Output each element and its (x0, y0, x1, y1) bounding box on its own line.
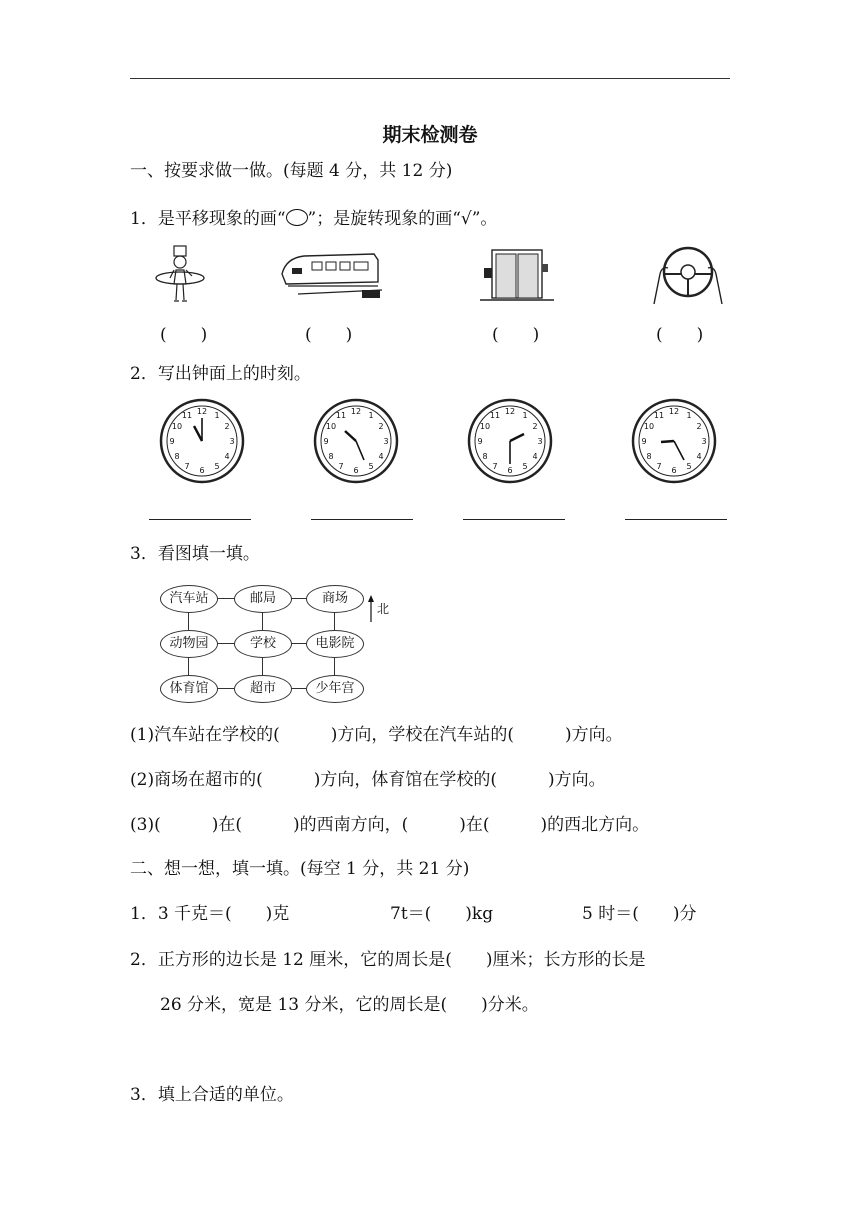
map-node: 超市 (234, 675, 292, 703)
svg-text:8: 8 (482, 452, 488, 461)
clock-face-icon (312, 398, 400, 484)
svg-text:12: 12 (196, 407, 208, 416)
svg-text:3: 3 (229, 437, 235, 446)
s2-q1-part-2: 7t＝( )kg (390, 904, 494, 924)
q2-instruction: 2．写出钟面上的时刻。 (130, 364, 311, 384)
section2-heading: 二、想一想，填一填。(每空 1 分，共 21 分) (130, 859, 470, 879)
map-node: 商场 (306, 585, 364, 613)
svg-text:12: 12 (504, 407, 516, 416)
svg-text:7: 7 (184, 462, 190, 471)
svg-text:12: 12 (668, 407, 680, 416)
svg-text:11: 11 (653, 411, 665, 420)
svg-text:10: 10 (325, 422, 337, 431)
svg-text:7: 7 (656, 462, 662, 471)
svg-text:4: 4 (532, 452, 538, 461)
q3-line-3: (3)( )在( )的西南方向，( )在( )的西北方向。 (130, 815, 650, 835)
svg-text:6: 6 (671, 466, 677, 475)
q3-line-1: (1)汽车站在学校的( )方向，学校在汽车站的( )方向。 (130, 725, 623, 745)
svg-text:4: 4 (696, 452, 702, 461)
svg-text:5: 5 (214, 462, 220, 471)
s2-q3: 3．填上合适的单位。 (130, 1085, 294, 1105)
map-node: 邮局 (234, 585, 292, 613)
page-title: 期末检测卷 (382, 124, 478, 146)
q1-blank-1[interactable]: ( ) (160, 325, 208, 345)
map-node: 动物园 (160, 630, 218, 658)
q1-blank-3[interactable]: ( ) (492, 325, 540, 345)
svg-text:11: 11 (181, 411, 193, 420)
map-node: 少年宫 (306, 675, 364, 703)
svg-text:5: 5 (368, 462, 374, 471)
svg-text:2: 2 (696, 422, 702, 431)
circle-mark-icon (286, 209, 308, 226)
svg-text:3: 3 (701, 437, 707, 446)
svg-text:5: 5 (686, 462, 692, 471)
svg-text:7: 7 (338, 462, 344, 471)
svg-text:3: 3 (383, 437, 389, 446)
svg-text:11: 11 (335, 411, 347, 420)
svg-text:6: 6 (353, 466, 359, 475)
svg-text:5: 5 (522, 462, 528, 471)
svg-text:2: 2 (378, 422, 384, 431)
svg-text:4: 4 (378, 452, 384, 461)
s2-q1-part-3: 5 时＝( )分 (582, 904, 697, 924)
svg-text:11: 11 (489, 411, 501, 420)
q2-answer-line-1[interactable] (149, 519, 251, 520)
svg-text:8: 8 (646, 452, 652, 461)
svg-text:1: 1 (522, 411, 528, 420)
svg-text:4: 4 (224, 452, 230, 461)
elevator-icon (480, 246, 554, 304)
svg-text:9: 9 (169, 437, 175, 446)
section1-heading: 一、按要求做一做。(每题 4 分，共 12 分) (130, 161, 453, 181)
svg-text:1: 1 (686, 411, 692, 420)
header-rule (130, 78, 730, 79)
svg-text:2: 2 (532, 422, 538, 431)
q1-blank-4[interactable]: ( ) (656, 325, 704, 345)
s2-q2-line-2: 26 分米，宽是 13 分米，它的周长是( )分米。 (160, 995, 539, 1015)
svg-text:10: 10 (643, 422, 655, 431)
svg-text:1: 1 (368, 411, 374, 420)
clock-face-icon (466, 398, 554, 484)
q2-answer-line-3[interactable] (463, 519, 565, 520)
svg-text:6: 6 (199, 466, 205, 475)
map-node: 电影院 (306, 630, 364, 658)
train-icon (278, 246, 384, 304)
clock-face-icon (630, 398, 718, 484)
q2-answer-line-4[interactable] (625, 519, 727, 520)
svg-text:12: 12 (350, 407, 362, 416)
map-node: 学校 (234, 630, 292, 658)
q3-line-2: (2)商场在超市的( )方向，体育馆在学校的( )方向。 (130, 770, 606, 790)
hula-hoop-girl-icon (152, 244, 214, 308)
svg-text:8: 8 (328, 452, 334, 461)
svg-text:7: 7 (492, 462, 498, 471)
svg-text:9: 9 (477, 437, 483, 446)
svg-text:10: 10 (171, 422, 183, 431)
north-label: 北 (377, 602, 390, 616)
map-node: 汽车站 (160, 585, 218, 613)
svg-text:3: 3 (537, 437, 543, 446)
svg-text:8: 8 (174, 452, 180, 461)
map-node: 体育馆 (160, 675, 218, 703)
s2-q1-part-1: 1．3 千克＝( )克 (130, 904, 290, 924)
clock-face-icon (158, 398, 246, 484)
svg-text:10: 10 (479, 422, 491, 431)
q3-instruction: 3．看图填一填。 (130, 544, 260, 564)
north-arrow-icon (366, 594, 376, 624)
steering-wheel-icon (652, 244, 724, 306)
svg-text:1: 1 (214, 411, 220, 420)
s2-q2-line-1: 2．正方形的边长是 12 厘米，它的周长是( )厘米；长方形的长是 (130, 950, 646, 970)
svg-text:9: 9 (641, 437, 647, 446)
q1-blank-2[interactable]: ( ) (305, 325, 353, 345)
svg-text:6: 6 (507, 466, 513, 475)
svg-text:9: 9 (323, 437, 329, 446)
svg-text:2: 2 (224, 422, 230, 431)
q1-instruction: 1．是平移现象的画“ ”；是旋转现象的画“√”。 (130, 209, 498, 229)
q2-answer-line-2[interactable] (311, 519, 413, 520)
